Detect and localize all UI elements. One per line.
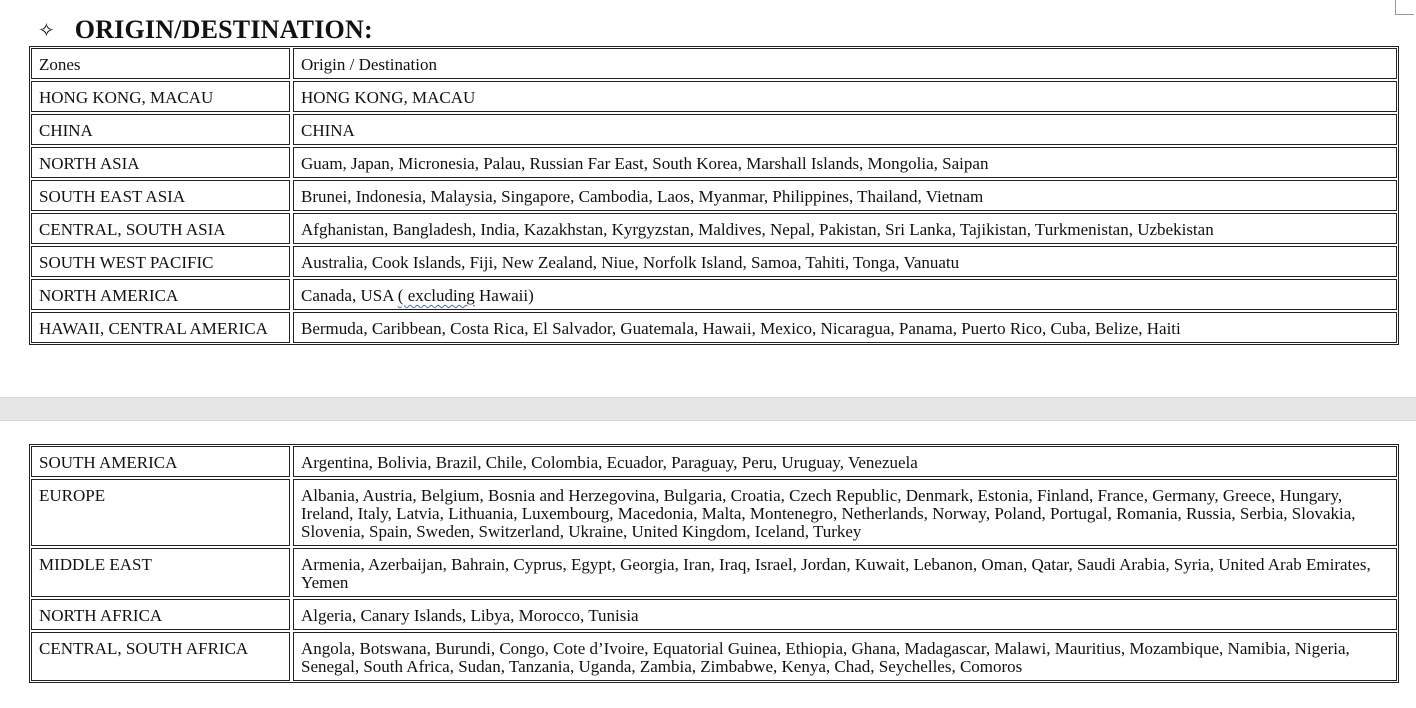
table-row: [31, 246, 1397, 277]
table-row: [31, 180, 1397, 211]
countries-cell: Angola, Botswana, Burundi, Congo, Cote d’Ivoire, Equatorial Guinea, Ethiopia, Ghana, Madagascar, Malawi, Mauritius, Mozambique, Namibia, Nigeria, Senegal, South Africa, Sudan, Tanzania, Uganda, Zambia, Zimbabwe, Kenya, Chad, Seychelles, Comoros: [293, 632, 1397, 681]
table-row: [31, 213, 1397, 244]
table-header-row: [31, 48, 1397, 79]
zone-cell: NORTH ASIA: [31, 147, 290, 178]
zone-cell: CHINA: [31, 114, 290, 145]
table-row: [31, 632, 1397, 681]
zone-cell: EUROPE: [31, 479, 290, 546]
zone-cell: MIDDLE EAST: [31, 548, 290, 597]
countries-cell: Australia, Cook Islands, Fiji, New Zealand, Niue, Norfolk Island, Samoa, Tahiti, Tonga, Vanuatu: [293, 246, 1397, 277]
countries-cell: [293, 279, 1397, 310]
zone-cell: NORTH AFRICA: [31, 599, 290, 630]
countries-cell: HONG KONG, MACAU: [293, 81, 1397, 112]
zones-table-page-2: [29, 444, 1399, 683]
page-corner-mark: [1395, 0, 1414, 15]
countries-cell: Guam, Japan, Micronesia, Palau, Russian Far East, South Korea, Marshall Islands, Mongolia, Saipan: [293, 147, 1397, 178]
table-row: [31, 147, 1397, 178]
table-row: [31, 279, 1397, 310]
countries-cell: Bermuda, Caribbean, Costa Rica, El Salvador, Guatemala, Hawaii, Mexico, Nicaragua, Panama, Puerto Rico, Cuba, Belize, Haiti: [293, 312, 1397, 343]
countries-text: Canada, USA: [301, 286, 398, 305]
countries-cell: CHINA: [293, 114, 1397, 145]
page-break-gap: [0, 397, 1416, 421]
table-row: [31, 599, 1397, 630]
countries-cell: Brunei, Indonesia, Malaysia, Singapore, Cambodia, Laos, Myanmar, Philippines, Thailand, Vietnam: [293, 180, 1397, 211]
zone-cell: NORTH AMERICA: [31, 279, 290, 310]
header-origin-destination: Origin / Destination: [293, 48, 1397, 79]
countries-cell: Algeria, Canary Islands, Libya, Morocco, Tunisia: [293, 599, 1397, 630]
table-row: [31, 479, 1397, 546]
countries-cell: Argentina, Bolivia, Brazil, Chile, Colombia, Ecuador, Paraguay, Peru, Uruguay, Venezuela: [293, 446, 1397, 477]
zone-cell: HAWAII, CENTRAL AMERICA: [31, 312, 290, 343]
page-title: ORIGIN/DESTINATION:: [74, 15, 373, 44]
star-bullet-icon: ✧: [38, 18, 55, 42]
table-row: [31, 312, 1397, 343]
countries-cell: Albania, Austria, Belgium, Bosnia and Herzegovina, Bulgaria, Croatia, Czech Republic, Denmark, Estonia, Finland, France, Germany, Greece, Hungary, Ireland, Italy, Latvia, Lithuania, Luxembourg, Macedonia, Malta, Montenegro, Netherlands, Norway, Poland, Portugal, Romania, Russia, Serbia, Slovakia, Slovenia, Spain, Sweden, Switzerland, Ukraine, United Kingdom, Iceland, Turkey: [293, 479, 1397, 546]
zones-table-page-1: [29, 46, 1399, 345]
countries-cell: Afghanistan, Bangladesh, India, Kazakhstan, Kyrgyzstan, Maldives, Nepal, Pakistan, Sri Lanka, Tajikistan, Turkmenistan, Uzbekistan: [293, 213, 1397, 244]
zone-cell: HONG KONG, MACAU: [31, 81, 290, 112]
countries-cell: Armenia, Azerbaijan, Bahrain, Cyprus, Egypt, Georgia, Iran, Iraq, Israel, Jordan, Kuwait, Lebanon, Oman, Qatar, Saudi Arabia, Syria, United Arab Emirates, Yemen: [293, 548, 1397, 597]
section-heading: [38, 12, 373, 48]
table-row: [31, 81, 1397, 112]
header-zones: Zones: [31, 48, 290, 79]
table-row: [31, 114, 1397, 145]
zone-cell: SOUTH EAST ASIA: [31, 180, 290, 211]
table-row: [31, 548, 1397, 597]
zone-cell: CENTRAL, SOUTH AFRICA: [31, 632, 290, 681]
spellcheck-flagged-text[interactable]: ( excluding: [397, 286, 475, 305]
zone-cell: CENTRAL, SOUTH ASIA: [31, 213, 290, 244]
zone-cell: SOUTH AMERICA: [31, 446, 290, 477]
countries-text: Hawaii): [474, 286, 534, 305]
zone-cell: SOUTH WEST PACIFIC: [31, 246, 290, 277]
table-row: [31, 446, 1397, 477]
